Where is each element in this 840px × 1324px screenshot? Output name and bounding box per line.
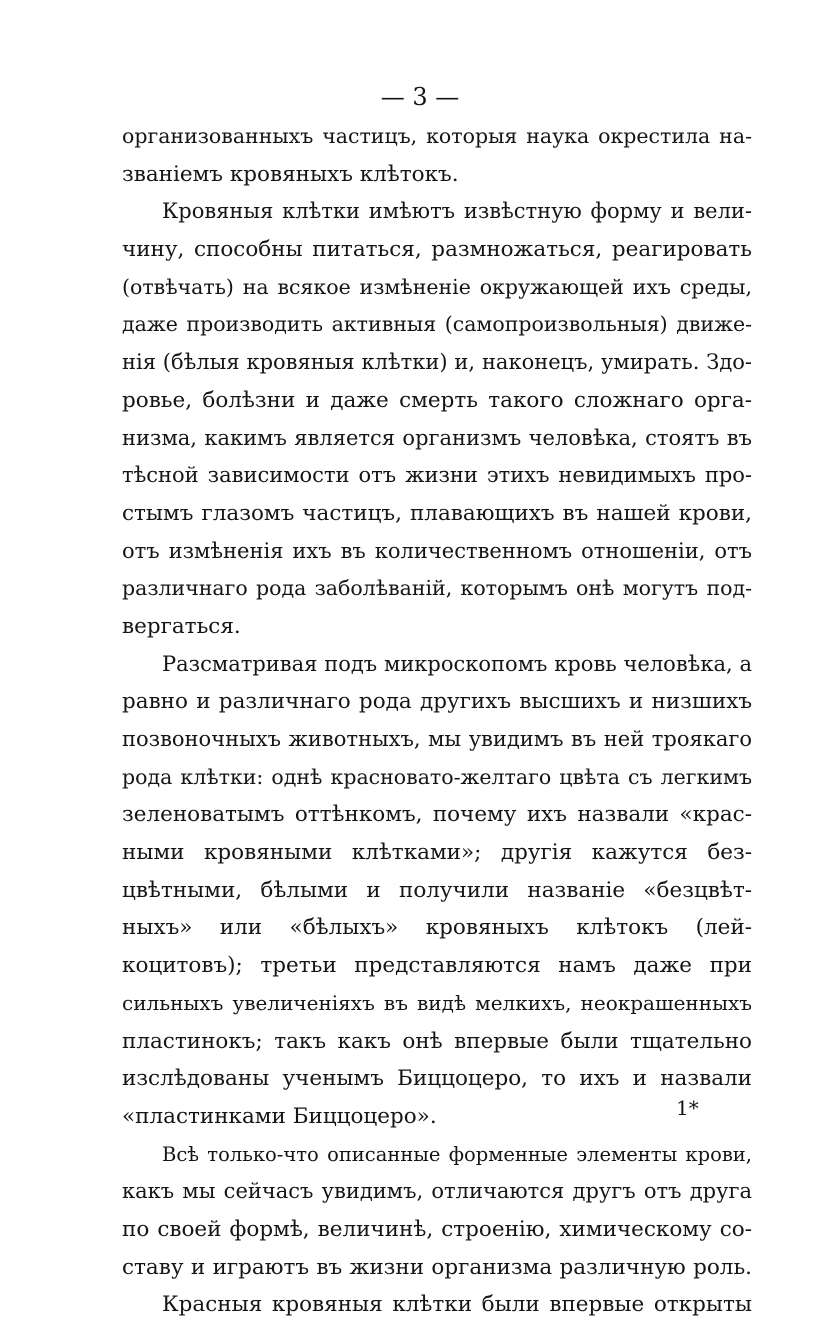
- text-line: рода клѣтки: однѣ красновато-желтаго цвѣта съ легкимъ: [122, 764, 752, 789]
- text-line: Красныя кровяныя клѣтки были впервые открыты: [162, 1292, 752, 1318]
- text-line: тѣсной зависимости отъ жизни этихъ невидимыхъ про-: [122, 463, 752, 488]
- text-line: по своей формѣ, величинѣ, строенію, химическому со-: [122, 1216, 752, 1242]
- text-line: званіемъ кровяныхъ клѣтокъ.: [122, 161, 459, 187]
- text-line: даже производить активныя (самопроизвольныя) движе-: [122, 312, 752, 337]
- text-line: Кровяныя клѣтки имѣютъ извѣстную форму и вели-: [162, 199, 752, 224]
- page-number: — 3 —: [380, 83, 460, 111]
- text-line: ставу и играютъ въ жизни организма различную роль.: [122, 1254, 752, 1280]
- text-line: нія (бѣлыя кровяныя клѣтки) и, наконецъ, умирать. Здо-: [122, 350, 752, 375]
- signature-mark: 1*: [676, 1096, 699, 1120]
- text-line: равно и различнаго рода другихъ высшихъ и низшихъ: [122, 689, 752, 715]
- body-text: [122, 118, 752, 1324]
- text-line: изслѣдованы ученымъ Биццоцеро, то ихъ и назвали: [122, 1066, 752, 1092]
- text-line: Всѣ только-что описанные форменные элементы крови,: [162, 1142, 752, 1166]
- text-line: Разсматривая подъ микроскопомъ кровь человѣка, а: [162, 651, 752, 676]
- text-line: чину, способны питаться, размножаться, реагировать: [122, 237, 752, 263]
- text-line: какъ мы сейчасъ увидимъ, отличаются другъ отъ друга: [122, 1179, 752, 1204]
- text-line: ровье, болѣзни и даже смерть такого сложнаго орга-: [122, 387, 752, 413]
- text-line: низма, какимъ является организмъ человѣка, стоятъ въ: [122, 425, 752, 450]
- text-line: отъ измѣненія ихъ въ количественномъ отношеніи, отъ: [122, 538, 752, 563]
- text-line: цвѣтными, бѣлыми и получили названіе «безцвѣт-: [122, 877, 752, 903]
- text-line: организованныхъ частицъ, которыя наука окрестила на-: [122, 124, 752, 148]
- text-line: вергаться.: [122, 613, 241, 639]
- text-line: пластинокъ; такъ какъ онѣ впервые были тщательно: [122, 1028, 752, 1054]
- text-line: позвоночныхъ животныхъ, мы увидимъ въ ней троякаго: [122, 727, 752, 751]
- text-line: различнаго рода заболѣваній, которымъ онѣ могутъ под-: [122, 576, 752, 601]
- text-line: коцитовъ); третьи представляются намъ даже при: [122, 953, 752, 979]
- text-line: зеленоватымъ оттѣнкомъ, почему ихъ назвали «крас-: [122, 802, 752, 828]
- text-line: сильныхъ увеличеніяхъ въ видѣ мелкихъ, неокрашенныхъ: [122, 990, 752, 1015]
- text-line: ныхъ» или «бѣлыхъ» кровяныхъ клѣтокъ (лей-: [122, 915, 752, 941]
- text-line: (отвѣчать) на всякое измѣненіе окружающей ихъ среды,: [122, 274, 752, 299]
- text-line: «пластинками Биццоцеро».: [122, 1103, 437, 1129]
- text-line: стымъ глазомъ частицъ, плавающихъ въ нашей крови,: [122, 500, 752, 526]
- text-line: ными кровяными клѣтками»; другія кажутся без-: [122, 840, 752, 866]
